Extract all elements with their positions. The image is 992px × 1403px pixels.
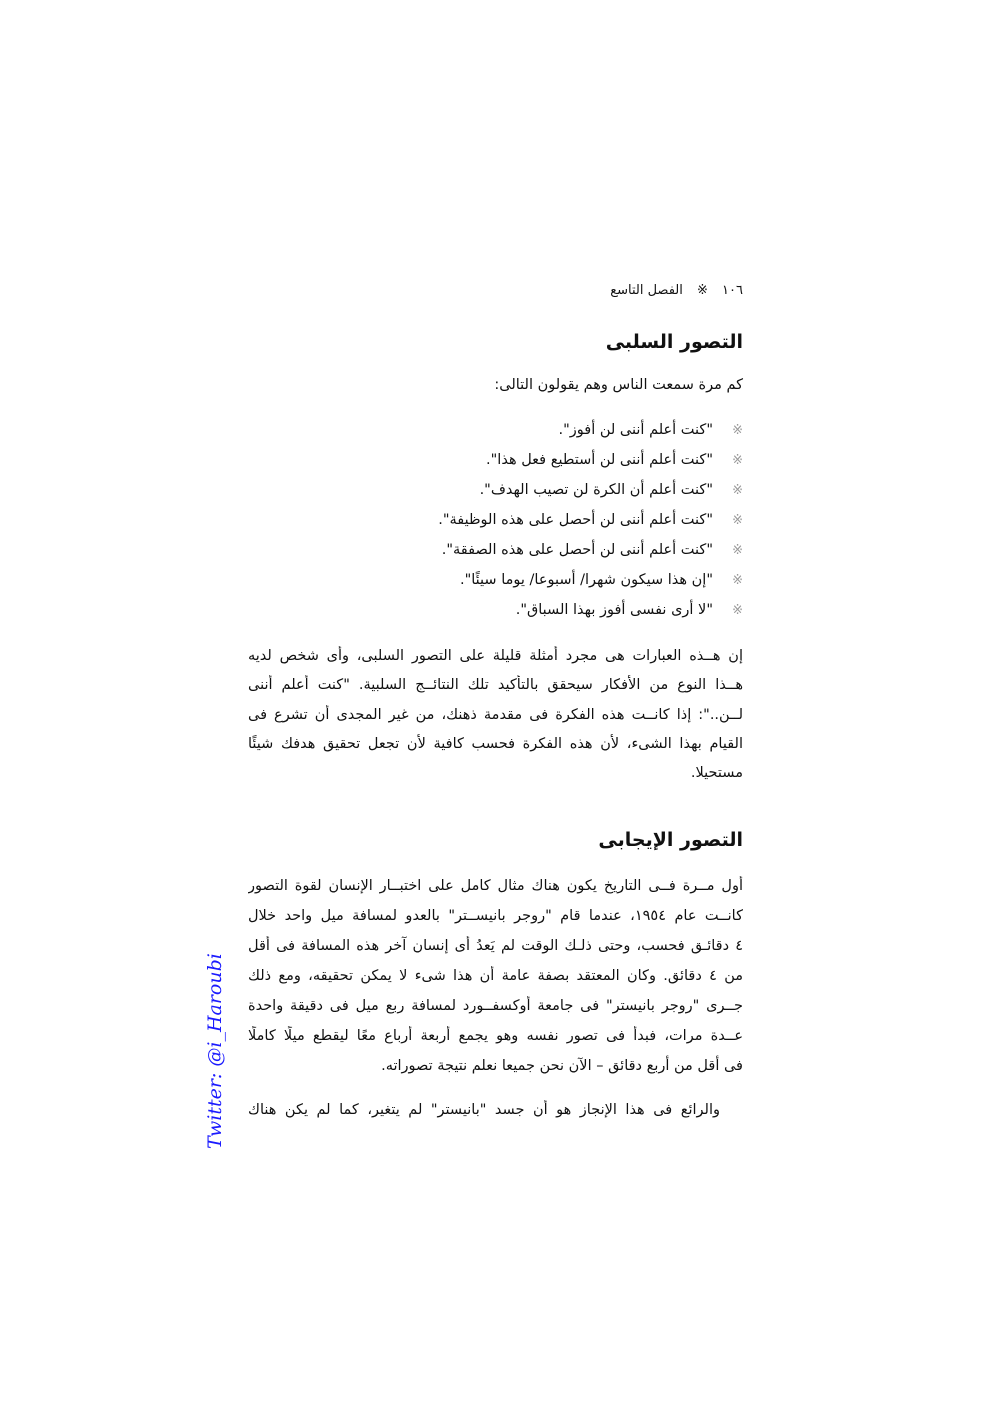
page-number: ١٠٦ xyxy=(722,283,743,298)
section-title-negative: التصور السلبى xyxy=(605,331,743,353)
paragraph-line: كانــت عام ١٩٥٤، عندما قام "روجر بانيســتر" بالعدو لمسافة ميل واحد خلال xyxy=(248,908,743,924)
list-item xyxy=(460,570,743,591)
ornament-bullet-icon: ※ xyxy=(732,453,743,468)
running-header xyxy=(610,281,743,301)
paragraph-line: من ٤ دقائق. وكان المعتقد بصفة عامة أن هذا شىء لا يمكن تحقيقه، ومع ذلك xyxy=(248,968,743,984)
chapter-title: الفصل التاسع xyxy=(610,283,683,298)
bullet-text: "كنت أعلم أننى لن أحصل على هذه الوظيفة". xyxy=(438,512,713,528)
list-item xyxy=(516,600,743,621)
watermark: Twitter: @i_Haroubi xyxy=(204,953,226,1149)
bullet-text: "كنت أعلم أننى لن أستطيع فعل هذا". xyxy=(486,452,713,468)
paragraph-line: فى أقل من أربع دقائق – الآن نحن جميعا نعلم نتيجة تصوراته. xyxy=(381,1058,743,1074)
list-item xyxy=(442,540,743,561)
list-item xyxy=(438,510,743,531)
bullet-text: "كنت أعلم أننى لن أحصل على هذه الصفقة". xyxy=(441,542,713,558)
ornament-icon: ※ xyxy=(697,283,708,298)
paragraph-line: مستحيلا. xyxy=(690,765,743,781)
bullet-text: "إن هذا سيكون شهرا/ أسبوعا/ يوما سيئًا". xyxy=(459,572,713,588)
bullet-text: "كنت أعلم أننى لن أفوز". xyxy=(558,422,713,438)
list-item xyxy=(486,450,743,471)
list-item xyxy=(559,420,743,441)
paragraph-line: جــرى "روجر بانيستر" فى جامعة أوكسفــورد لمسافة ربع ميل فى دقيقة واحدة xyxy=(248,998,743,1014)
ornament-bullet-icon: ※ xyxy=(732,573,743,588)
ornament-bullet-icon: ※ xyxy=(732,513,743,528)
paragraph-line: ٤ دقائـق فحسب، وحتى ذلـك الوقت لم يَعدُ أى إنسان آخر هذه المسافة فى أقل xyxy=(248,938,743,954)
list-item xyxy=(480,480,743,501)
paragraph-line: القيام بهذا الشىء، لأن هذه الفكرة فحسب كافية لأن تجعل تحقيق هدفك شيئًا xyxy=(248,736,743,752)
ornament-bullet-icon: ※ xyxy=(732,543,743,558)
ornament-bullet-icon: ※ xyxy=(732,483,743,498)
intro-text: كم مرة سمعت الناس وهم يقولون التالى: xyxy=(494,377,743,393)
paragraph-line: هــذا النوع من الأفكار سيحقق بالتأكيد تلك النتائــج السلبية. "كنت أعلم أننى xyxy=(248,677,743,693)
bullet-text: "كنت أعلم أن الكرة لن تصيب الهدف". xyxy=(479,482,713,498)
paragraph-line: أول مــرة فــى التاريخ يكون هناك مثال كامل على اختبــار الإنسان لقوة التصور xyxy=(248,878,743,894)
bullet-text: "لا أرى نفسى أفوز بهذا السباق". xyxy=(515,602,713,618)
paragraph-line-continued: والرائع فى هذا الإنجاز هو أن جسد "بانيستر" لم يتغير، كما لم يكن هناك xyxy=(248,1102,720,1118)
ornament-bullet-icon: ※ xyxy=(732,603,743,618)
section-title-positive: التصور الإيجابى xyxy=(598,829,743,851)
ornament-bullet-icon: ※ xyxy=(732,423,743,438)
paragraph-line: إن هــذه العبارات هى مجرد أمثلة قليلة على التصور السلبى، وأى شخص لديه xyxy=(248,648,743,664)
paragraph-line: عــدة مرات، فبدأ فى تصور نفسه وهو يجمع أربعة أرباع معًا ليقطع ميلًا كاملًا xyxy=(248,1028,743,1044)
paragraph-line: لــن..": إذا كانــت هذه الفكرة فى مقدمة ذهنك، من غير المجدى أن تشرع فى xyxy=(248,707,743,723)
